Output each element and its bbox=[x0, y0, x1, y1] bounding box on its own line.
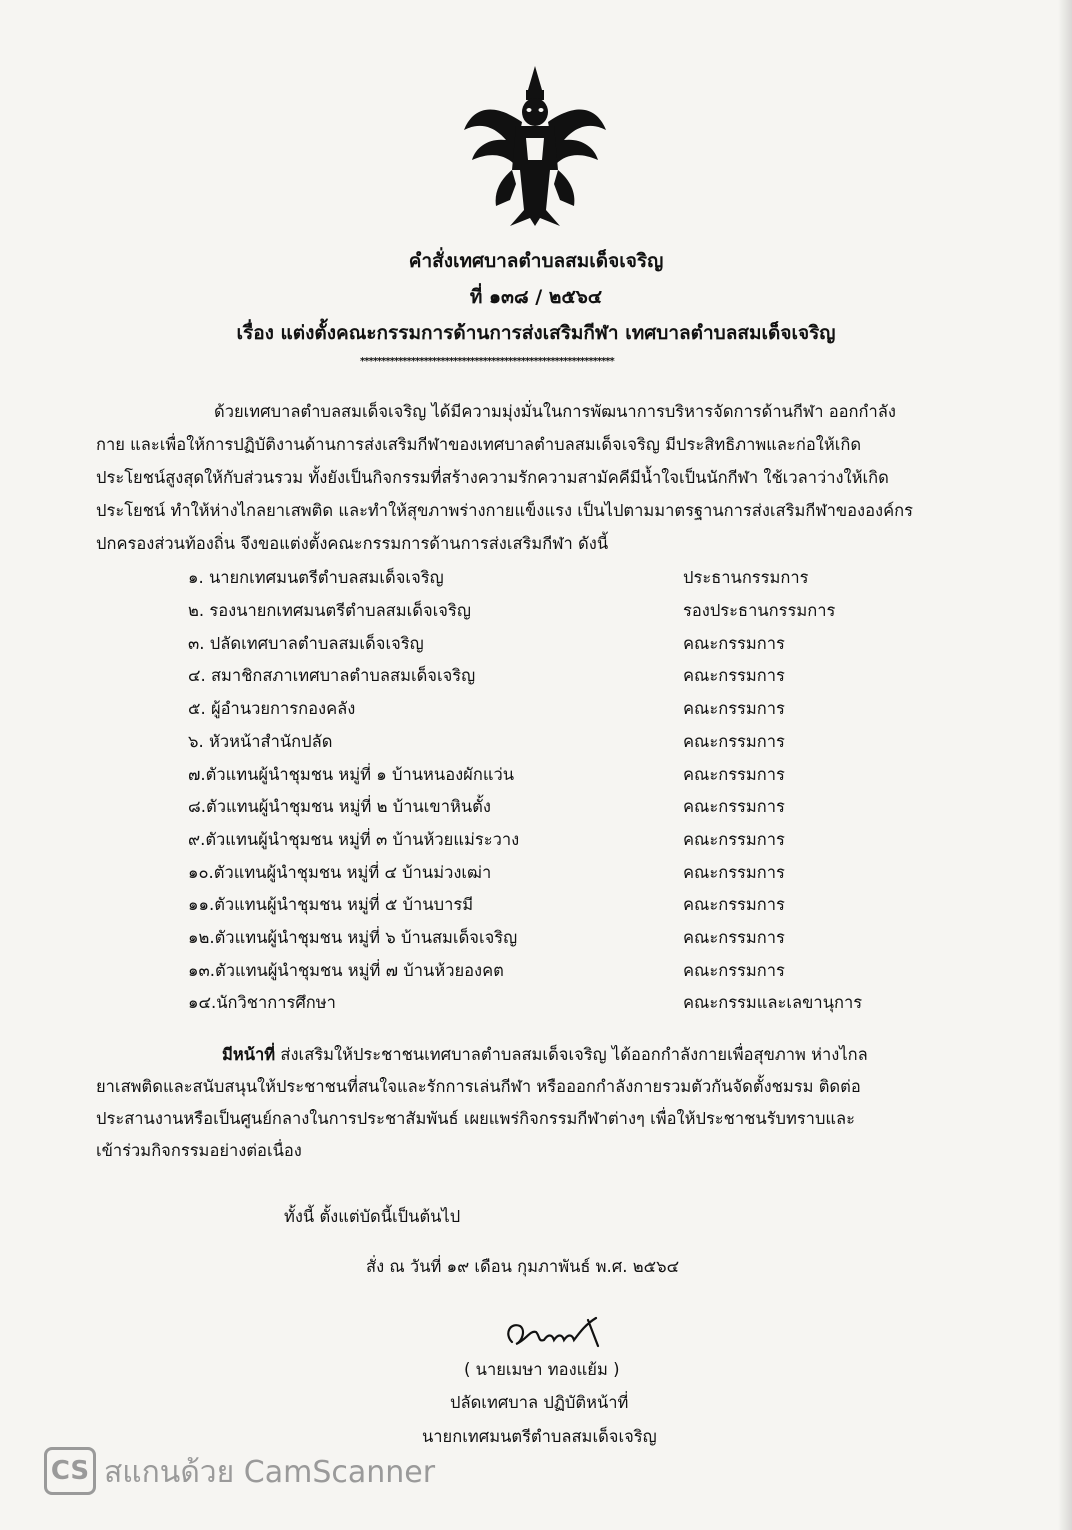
member-role: คณะกรรมและเลขานุการ bbox=[683, 993, 863, 1012]
duty-line-4: เข้าร่วมกิจกรรมอย่างต่อเนื่อง bbox=[96, 1141, 302, 1160]
camscanner-logo-icon: CS bbox=[44, 1447, 96, 1495]
member-name: ๕. ผู้อำนวยการกองคลัง bbox=[188, 699, 356, 718]
duty-label: มีหน้าที่ bbox=[222, 1045, 276, 1064]
member-role: คณะกรรมการ bbox=[683, 666, 785, 685]
camscanner-watermark: สแกนด้วย CamScanner bbox=[104, 1455, 436, 1490]
order-subject: เรื่อง แต่งตั้งคณะกรรมการด้านการส่งเสริมกีฬา เทศบาลตำบลสมเด็จเจริญ bbox=[236, 322, 836, 344]
member-name: ๑๓.ตัวแทนผู้นำชุมชน หมู่ที่ ๗ บ้านห้วยองคต bbox=[188, 961, 504, 980]
member-role: คณะกรรมการ bbox=[683, 928, 785, 947]
member-role: คณะกรรมการ bbox=[683, 895, 785, 914]
member-name: ๓. ปลัดเทศบาลตำบลสมเด็จเจริญ bbox=[188, 634, 424, 653]
member-role: ประธานกรรมการ bbox=[683, 568, 809, 587]
member-role: คณะกรรมการ bbox=[683, 634, 785, 653]
member-name: ๑. นายกเทศมนตรีตำบลสมเด็จเจริญ bbox=[188, 568, 444, 587]
intro-line-5: ปกครองส่วนท้องถิ่น จึงขอแต่งตั้งคณะกรรมการด้านการส่งเสริมกีฬา ดังนี้ bbox=[96, 534, 609, 553]
intro-line-2: กาย และเพื่อให้การปฏิบัติงานด้านการส่งเสริมกีฬาของเทศบาลตำบลสมเด็จเจริญ มีประสิทธิภาพและก่อให้เกิด bbox=[96, 435, 862, 454]
member-name: ๑๑.ตัวแทนผู้นำชุมชน หมู่ที่ ๕ บ้านบารมี bbox=[188, 895, 474, 914]
member-role: คณะกรรมการ bbox=[683, 830, 785, 849]
member-name: ๑๒.ตัวแทนผู้นำชุมชน หมู่ที่ ๖ บ้านสมเด็จเจริญ bbox=[188, 928, 518, 947]
member-name: ๙.ตัวแทนผู้นำชุมชน หมู่ที่ ๓ บ้านห้วยแม่ระวาง bbox=[188, 830, 520, 849]
order-date: สั่ง ณ วันที่ ๑๙ เดือน กุมภาพันธ์ พ.ศ. ๒๕๖๔ bbox=[366, 1257, 680, 1276]
page-edge-shadow bbox=[1058, 0, 1072, 1530]
member-role: คณะกรรมการ bbox=[683, 699, 785, 718]
member-name: ๗.ตัวแทนผู้นำชุมชน หมู่ที่ ๑ บ้านหนองผักแว่น bbox=[188, 765, 515, 784]
intro-line-3: ประโยชน์สูงสุดให้กับส่วนรวม ทั้งยังเป็นกิจกรรมที่สร้างความรักความสามัคคีมีน้ำใจเป็นนักกีฬา ใช้เวลาว่างให้เกิด bbox=[96, 468, 889, 487]
member-role: คณะกรรมการ bbox=[683, 797, 785, 816]
duty-line-1 bbox=[222, 1039, 868, 1072]
signer-name: ( นายเมษา ทองแย้ม ) bbox=[464, 1360, 620, 1379]
member-role: คณะกรรมการ bbox=[683, 765, 785, 784]
member-role: รองประธานกรรมการ bbox=[683, 601, 836, 620]
member-name: ๖. หัวหน้าสำนักปลัด bbox=[188, 732, 333, 751]
member-name: ๔. สมาชิกสภาเทศบาลตำบลสมเด็จเจริญ bbox=[188, 666, 476, 685]
duty-line-3: ประสานงานหรือเป็นศูนย์กลางในการประชาสัมพันธ์ เผยแพร่กิจกรรมกีฬาต่างๆ เพื่อให้ประชาชนรับทราบและ bbox=[96, 1109, 856, 1128]
member-name: ๑๔.นักวิชาการศึกษา bbox=[188, 993, 336, 1012]
duty-line-2: ยาเสพติดและสนับสนุนให้ประชาชนที่สนใจและรักการเล่นกีฬา หรือออกกำลังกายรวมตัวกันจัดตั้งชมรม ติดต่อ bbox=[96, 1077, 861, 1096]
garuda-emblem-icon bbox=[450, 60, 620, 230]
signer-position-2: นายกเทศมนตรีตำบลสมเด็จเจริญ bbox=[422, 1427, 657, 1446]
member-name: ๑๐.ตัวแทนผู้นำชุมชน หมู่ที่ ๔ บ้านม่วงเฒ่า bbox=[188, 863, 492, 882]
title-divider: ************************************************************ bbox=[360, 356, 614, 367]
intro-line-1: ด้วยเทศบาลตำบลสมเด็จเจริญ ได้มีความมุ่งมั่นในการพัฒนาการบริหารจัดการด้านกีฬา ออกกำลัง bbox=[214, 402, 896, 421]
member-role: คณะกรรมการ bbox=[683, 732, 785, 751]
signature-icon bbox=[500, 1312, 610, 1352]
duty-text: ส่งเสริมให้ประชาชนเทศบาลตำบลสมเด็จเจริญ ได้ออกกำลังกายเพื่อสุขภาพ ห่างไกล bbox=[275, 1045, 868, 1064]
member-name: ๒. รองนายกเทศมนตรีตำบลสมเด็จเจริญ bbox=[188, 601, 471, 620]
order-title: คำสั่งเทศบาลตำบลสมเด็จเจริญ bbox=[408, 250, 664, 272]
member-role: คณะกรรมการ bbox=[683, 863, 785, 882]
member-name: ๘.ตัวแทนผู้นำชุมชน หมู่ที่ ๒ บ้านเขาหินตั้ง bbox=[188, 797, 491, 816]
member-role: คณะกรรมการ bbox=[683, 961, 785, 980]
order-number: ที่ ๑๓๘ / ๒๕๖๔ bbox=[469, 286, 603, 308]
effective-statement: ทั้งนี้ ตั้งแต่บัดนี้เป็นต้นไป bbox=[284, 1207, 461, 1226]
signer-position-1: ปลัดเทศบาล ปฏิบัติหน้าที่ bbox=[450, 1393, 629, 1412]
intro-line-4: ประโยชน์ ทำให้ห่างไกลยาเสพติด และทำให้สุขภาพร่างกายแข็งแรง เป็นไปตามมาตรฐานการส่งเสริมกีฬาขององค์กร bbox=[96, 501, 913, 520]
